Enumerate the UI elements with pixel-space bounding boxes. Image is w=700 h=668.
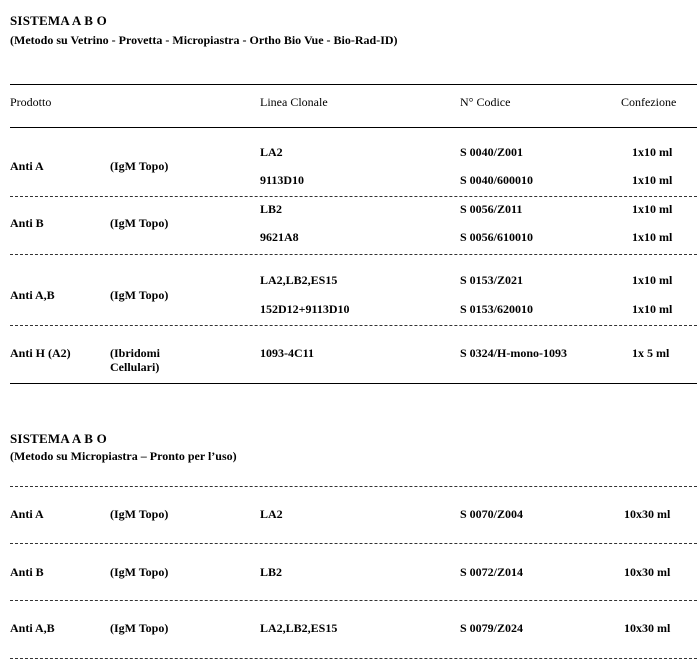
clone-line: LB2 xyxy=(260,202,283,216)
product-code: S 0040/Z001 xyxy=(460,145,524,159)
product-type-line2: Cellulari) xyxy=(110,360,160,374)
product-code: S 0324/H-mono-1093 xyxy=(460,346,568,360)
product-code: S 0072/Z014 xyxy=(460,565,524,579)
product-name: Anti H (A2) xyxy=(10,346,71,360)
product-code: S 0153/Z021 xyxy=(460,273,524,287)
product-code: S 0056/610010 xyxy=(460,230,534,244)
product-name: Anti B xyxy=(10,216,44,230)
section2-title: SISTEMA A B O xyxy=(10,431,107,446)
clone-line: 152D12+9113D10 xyxy=(260,302,350,316)
clone-line: LA2 xyxy=(260,507,283,521)
product-type: (IgM Topo) xyxy=(110,507,169,521)
row-divider xyxy=(10,196,697,197)
table1-bottom-rule xyxy=(10,383,697,384)
product-name: Anti A,B xyxy=(10,621,55,635)
section2-subtitle: (Metodo su Micropiastra – Pronto per l’uso) xyxy=(10,449,237,463)
table1-header-rule xyxy=(10,127,697,128)
pack-size: 10x30 ml xyxy=(624,621,671,635)
clone-line: LB2 xyxy=(260,565,283,579)
pack-size: 1x10 ml xyxy=(632,230,673,244)
product-name: Anti B xyxy=(10,565,44,579)
product-code: S 0079/Z024 xyxy=(460,621,524,635)
header-product: Prodotto xyxy=(10,95,52,109)
clone-line: LA2,LB2,ES15 xyxy=(260,621,338,635)
product-type: (Ibridomi xyxy=(110,346,161,360)
pack-size: 1x10 ml xyxy=(632,202,673,216)
product-type: (IgM Topo) xyxy=(110,565,169,579)
header-clone: Linea Clonale xyxy=(260,95,328,109)
clone-line: LA2 xyxy=(260,145,283,159)
row-divider xyxy=(10,325,697,326)
row-divider xyxy=(10,543,697,544)
pack-size: 1x10 ml xyxy=(632,302,673,316)
clone-line: 9621A8 xyxy=(260,230,299,244)
product-name: Anti A xyxy=(10,507,44,521)
row-divider xyxy=(10,658,697,659)
product-name: Anti A xyxy=(10,159,44,173)
section1-title: SISTEMA A B O xyxy=(10,13,107,28)
row-divider xyxy=(10,254,697,255)
pack-size: 10x30 ml xyxy=(624,565,671,579)
product-type: (IgM Topo) xyxy=(110,288,169,302)
clone-line: 1093-4C11 xyxy=(260,346,314,360)
pack-size: 10x30 ml xyxy=(624,507,671,521)
table1-top-rule xyxy=(10,84,697,85)
product-type: (IgM Topo) xyxy=(110,621,169,635)
header-code: N° Codice xyxy=(460,95,511,109)
row-divider xyxy=(10,600,697,601)
product-code: S 0056/Z011 xyxy=(460,202,523,216)
pack-size: 1x10 ml xyxy=(632,273,673,287)
table2-top-rule xyxy=(10,486,697,487)
pack-size: 1x 5 ml xyxy=(632,346,670,360)
pack-size: 1x10 ml xyxy=(632,145,673,159)
clone-line: LA2,LB2,ES15 xyxy=(260,273,338,287)
pack-size: 1x10 ml xyxy=(632,173,673,187)
product-code: S 0040/600010 xyxy=(460,173,534,187)
product-type: (IgM Topo) xyxy=(110,216,169,230)
product-code: S 0153/620010 xyxy=(460,302,534,316)
product-name: Anti A,B xyxy=(10,288,55,302)
section1-subtitle: (Metodo su Vetrino - Provetta - Micropiastra - Ortho Bio Vue - Bio-Rad-ID) xyxy=(10,33,398,47)
product-code: S 0070/Z004 xyxy=(460,507,524,521)
product-type: (IgM Topo) xyxy=(110,159,169,173)
clone-line: 9113D10 xyxy=(260,173,305,187)
header-pack: Confezione xyxy=(621,95,677,109)
